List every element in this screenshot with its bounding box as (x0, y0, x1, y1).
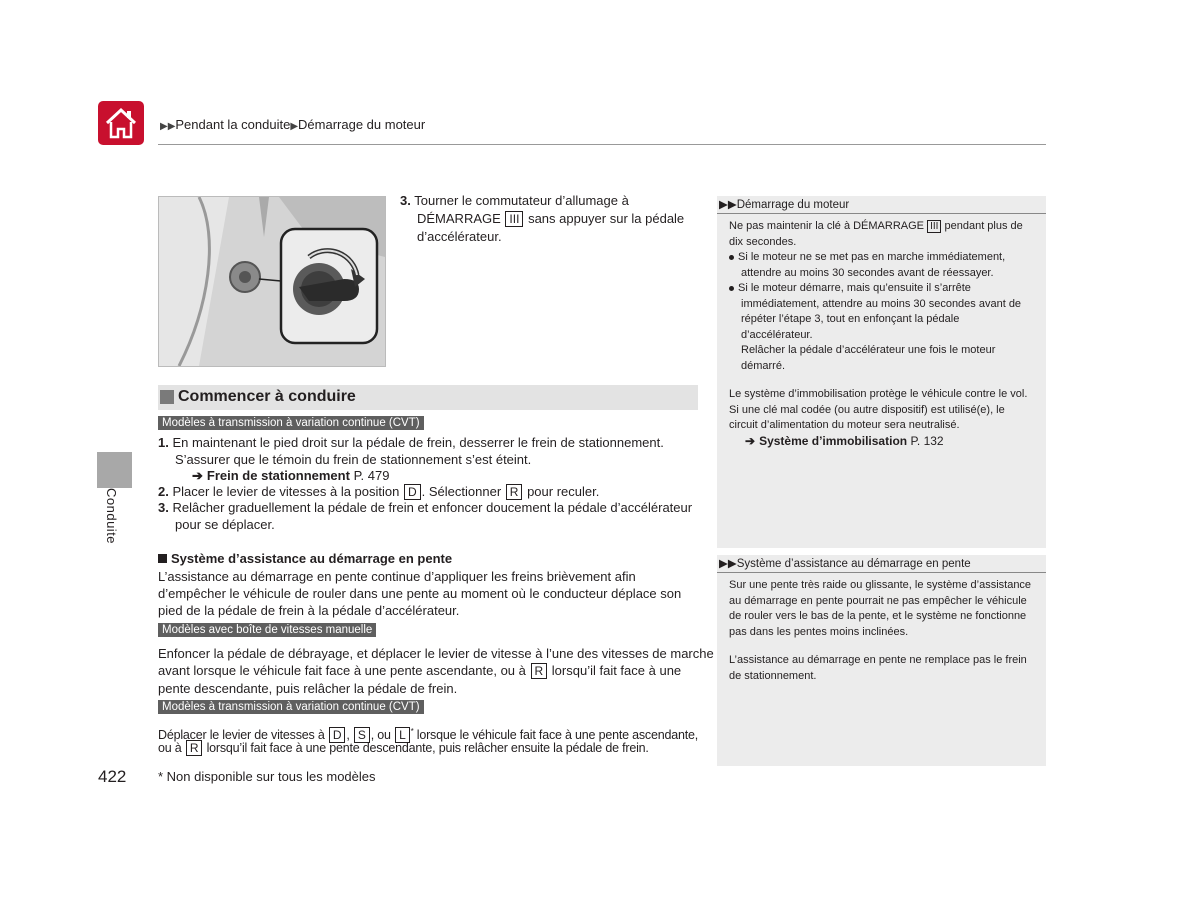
note-panel-hill-start (717, 555, 1046, 766)
note-heading (717, 556, 1046, 573)
note-line: L’assistance au démarrage en pente ne remplace pas le frein (729, 654, 1027, 666)
note-line: Relâcher la pédale d’accélérateur une fois le moteur (741, 344, 996, 356)
model-tag-manual: Modèles avec boîte de vitesses manuelle (158, 623, 376, 637)
chapter-label: Conduite (104, 488, 119, 545)
note-text: Ne pas maintenir la clé à DÉMARRAGE (729, 220, 925, 232)
note-line: de stationnement. (729, 669, 817, 682)
note-body (717, 214, 1046, 449)
bullet-icon (729, 255, 734, 260)
step-number: 1. (158, 435, 169, 450)
note-heading-text: Démarrage du moteur (736, 199, 850, 211)
ignition-illustration (158, 196, 386, 367)
note-bullet (729, 250, 1046, 266)
note-line: attendre au moins 30 secondes avant de réessayer. (741, 266, 994, 279)
paragraph-text: ou à (158, 741, 182, 755)
gear-key-d: D (329, 727, 345, 743)
footnote: * Non disponible sur tous les modèles (158, 769, 376, 784)
paragraph-text: avant lorsque le véhicule fait face à une pente ascendante, ou à (158, 663, 526, 678)
home-button[interactable] (98, 101, 144, 145)
model-tag-cvt: Modèles à transmission à variation continue (CVT) (158, 416, 424, 430)
note-text: Si le moteur ne se met pas en marche immédiatement, (738, 251, 1006, 263)
list-item (158, 434, 664, 451)
subsection-square-icon (158, 554, 167, 563)
note-line: dix secondes. (729, 235, 797, 248)
chapter-tab[interactable] (97, 452, 132, 488)
list-item (158, 499, 692, 516)
note-line: démarré. (741, 359, 786, 372)
note-marker-icon: ▶▶ (719, 558, 737, 570)
paragraph-line: Enfoncer la pédale de débrayage, et déplacer le levier de vitesse à l’une des vitesses de marche (158, 646, 714, 661)
cross-reference-link[interactable] (729, 434, 1046, 450)
step-text: S’assurer que le témoin du frein de stationnement s’est éteint. (175, 452, 532, 467)
paragraph-text: Déplacer le levier de vitesses à (158, 728, 325, 743)
reference-page: P. 132 (910, 433, 944, 448)
step-text: En maintenant le pied droit sur la pédale de frein, desserrer le frein de stationnement. (172, 435, 664, 450)
paragraph-line: d’empêcher le véhicule de rouler dans une pente au moment où le conducteur déplace son (158, 586, 682, 601)
note-heading (717, 197, 1046, 214)
step-3-ignition (400, 192, 690, 246)
note-line: Sur une pente très raide ou glissante, le système d’assistance (729, 579, 1032, 591)
list-item (158, 483, 599, 500)
paragraph-line (158, 662, 681, 679)
key-position-iii: III (505, 211, 523, 227)
reference-arrow-icon: ➔ (745, 433, 756, 448)
step-number: 2. (158, 484, 169, 499)
gear-key-d: D (404, 484, 421, 500)
paragraph-line: pente descendante, puis relâcher la pédale de frein. (158, 681, 458, 696)
paragraph-line: L’assistance au démarrage en pente continue d’appliquer les freins brièvement afin (158, 569, 636, 584)
reference-title: Système d’immobilisation (759, 433, 908, 448)
gear-key-r: R (186, 740, 202, 756)
paragraph-text: lorsqu’il fait face à une (551, 663, 682, 678)
step-text: d’accélérateur. (417, 229, 502, 244)
note-line: d’accélérateur. (741, 328, 813, 341)
reference-arrow-icon: ➔ (192, 468, 203, 483)
model-tag-cvt: Modèles à transmission à variation continue (CVT) (158, 700, 424, 714)
note-marker-icon: ▶▶ (719, 199, 737, 211)
step-text: Placer le levier de vitesses à la position (172, 484, 400, 499)
breadcrumb-item[interactable]: Démarrage du moteur (298, 117, 426, 132)
step-text: Tourner le commutateur d’allumage à (414, 193, 629, 208)
note-line (729, 219, 1046, 235)
subsection-title (158, 550, 452, 567)
note-line: au démarrage en pente pourrait ne pas empêcher le véhicule (729, 594, 1027, 607)
page-number: 422 (98, 767, 127, 786)
paragraph-text: lorsque le véhicule fait face à une pente ascendante, (416, 728, 699, 743)
step-text: sans appuyer sur la pédale (528, 211, 685, 226)
gear-key-s: S (354, 727, 370, 743)
step-text: DÉMARRAGE (417, 211, 501, 226)
key-position-iii: III (927, 220, 941, 233)
note-line: immédiatement, attendre au moins 30 secondes avant de (741, 297, 1022, 310)
chevron-right-icon: ▶▶ (160, 121, 176, 132)
paragraph-line: pied de la pédale de frein à la pédale d’accélérateur. (158, 603, 460, 618)
note-line: circuit d’alimentation du moteur sera neutralisé. (729, 419, 960, 431)
breadcrumb (160, 117, 425, 132)
separator: , (346, 728, 350, 743)
step-text: Relâcher graduellement la pédale de frein et enfoncer doucement la pédale d’accélérateur (172, 500, 693, 515)
bullet-icon (729, 286, 734, 291)
reference-page: P. 479 (353, 468, 390, 483)
breadcrumb-item[interactable]: Pendant la conduite (175, 117, 291, 132)
note-line: Le système d’immobilisation protège le véhicule contre le vol. (729, 388, 1028, 400)
gear-key-r: R (506, 484, 523, 500)
section-square-icon (160, 390, 174, 404)
step-number: 3. (158, 500, 169, 515)
step-text: pour reculer. (527, 484, 600, 499)
note-line: Si une clé mal codée (ou autre dispositif) est utilisé(e), le (729, 403, 1005, 416)
section-title: Commencer à conduire (178, 388, 356, 405)
note-line: répéter l’étape 3, tout en enfonçant la pédale (741, 313, 960, 325)
step-text: . Sélectionner (421, 484, 502, 499)
note-bullet (729, 281, 1046, 297)
gear-key-r: R (531, 663, 548, 679)
separator: , ou (370, 728, 391, 743)
subsection-title-text: Système d’assistance au démarrage en pente (171, 551, 453, 566)
home-icon (98, 101, 144, 145)
reference-title: Frein de stationnement (206, 468, 350, 483)
cross-reference-link[interactable] (192, 467, 389, 484)
note-panel-engine-start (717, 196, 1046, 548)
step-text: pour se déplacer. (175, 517, 275, 532)
note-body (717, 573, 1046, 684)
gear-key-l: L (395, 727, 409, 743)
note-text: Si le moteur démarre, mais qu’ensuite il s’arrête (738, 282, 971, 294)
step-number: 3. (400, 193, 411, 208)
note-line: de rouler vers le bas de la pente, et le système ne fonctionne (729, 610, 1027, 622)
paragraph-text: lorsqu’il fait face à une pente descendante, puis relâcher ensuite la pédale de frein. (206, 741, 649, 755)
note-text: pendant plus de (944, 220, 1023, 232)
note-line: pas dans les pentes moins inclinées. (729, 625, 909, 638)
footnote-marker: * (410, 727, 414, 736)
note-heading-text: Système d’assistance au démarrage en pente (736, 558, 971, 570)
chevron-right-icon: ▶ (290, 121, 299, 132)
paragraph-line (158, 740, 649, 757)
header-divider (158, 144, 1046, 145)
